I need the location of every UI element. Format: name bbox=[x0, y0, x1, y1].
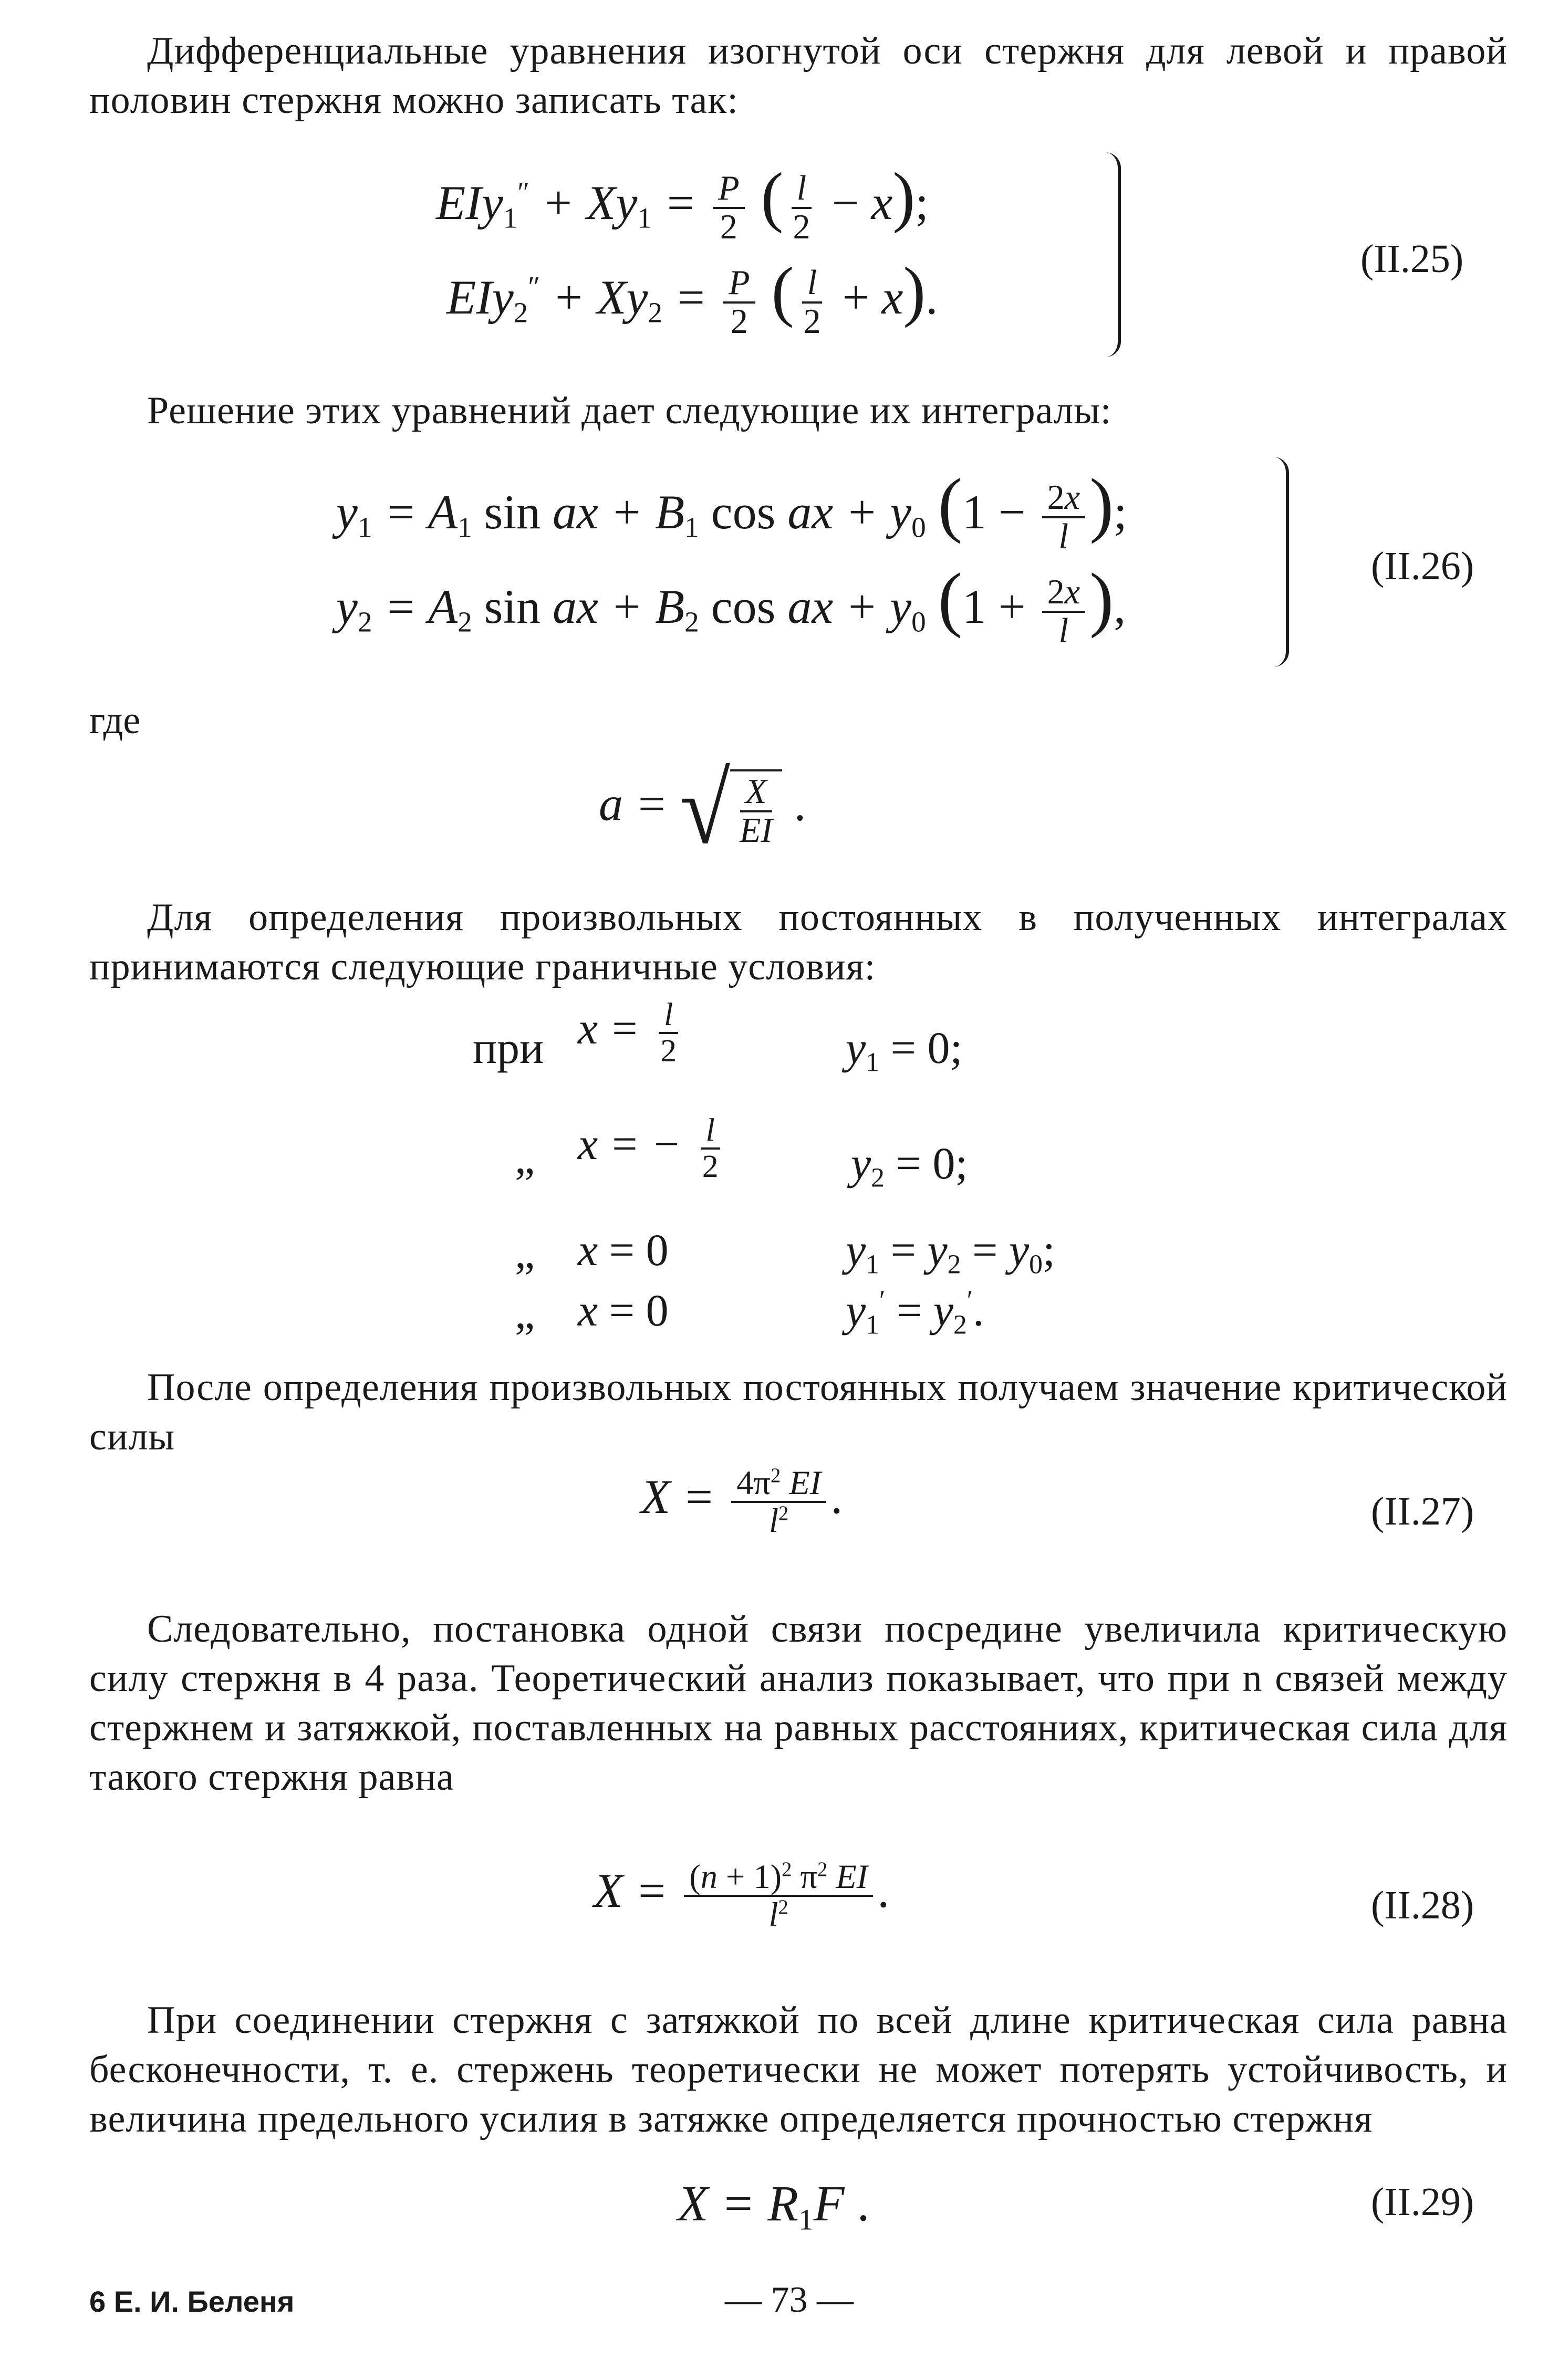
condition-4-ditto: „ bbox=[515, 1288, 535, 1338]
equation-29: $X = R_1F$ . bbox=[678, 2175, 870, 2237]
equation-25-line-2: $EIy_2'' + Xy_2$ = $\frac{P}{2}$ ( $\frac{l}{2}$ + x). bbox=[446, 253, 938, 341]
paragraph-6: Следовательно, постановка одной связи посредине увеличила критическую силу стержня в 4 раза. Теоретический анализ показывает, что при n связей между стержнем и затяжкой, поставленных на равных расстояниях, критическая сила для такого стержня равна bbox=[89, 1607, 1508, 1799]
condition-3-ditto: „ bbox=[515, 1227, 535, 1278]
condition-1-label: при bbox=[473, 1022, 544, 1073]
equation-number-28: (II.28) bbox=[1371, 1883, 1474, 1927]
condition-4-x: x = 0 bbox=[578, 1285, 669, 1335]
condition-2-y: $y_2 = 0$; bbox=[851, 1138, 968, 1193]
condition-3-y: $y_1 = y_2 = y_0$; bbox=[846, 1225, 1055, 1280]
equation-number-29: (II.29) bbox=[1371, 2180, 1474, 2224]
paragraph-3-where: где bbox=[89, 699, 141, 742]
equation-25-line-1: $EIy_1'' + Xy_1$ = $\frac{P}{2}$ ( $\frac{l}{2}$ − x); bbox=[436, 159, 929, 246]
condition-4-y: $y_1' = y_2'$. bbox=[846, 1285, 984, 1340]
paragraph-4: Для определения произвольных постоянных в полученных интегралах принимаются следующие граничные условия: bbox=[89, 896, 1508, 988]
condition-1-x: x = $\frac{l}{2}$ bbox=[578, 998, 686, 1068]
paragraph-1: Дифференциальные уравнения изогнутой оси стержня для левой и правой половин стержня можно записать так: bbox=[89, 29, 1508, 122]
equation-26-line-2: $y_2 = A_2$ sin ax + $B_2$ cos ax + $y_0$ (1 + $\frac{2x}{l}$ ), bbox=[336, 558, 1126, 650]
equation-27: X = $\frac{4\pi^2 EI}{l^2}$ . bbox=[641, 1464, 843, 1539]
condition-2-ditto: „ bbox=[515, 1133, 535, 1183]
paragraph-7: При соединении стержня с затяжкой по всей длине критическая сила равна бесконечности, т. е. стержень теоретически не может потерять устойчивость, и величина предельного усилия в затяжке определяется прочностью стержня bbox=[89, 1999, 1508, 2141]
equation-26-line-1: $y_1 = A_1$ sin ax + $B_1$ cos ax + $y_0$ (1 − $\frac{2x}{l}$ ); bbox=[336, 464, 1127, 556]
condition-1-y: $y_1 = 0$; bbox=[846, 1022, 963, 1078]
equation-28: X = $\frac{(n + 1)^2 \pi^2 EI}{l^2}$ . bbox=[594, 1858, 890, 1933]
equation-26-brace bbox=[1271, 457, 1289, 667]
footer-signature: 6 Е. И. Беленя bbox=[89, 2285, 295, 2318]
equation-25-brace bbox=[1103, 152, 1121, 357]
equation-number-25: (II.25) bbox=[1360, 237, 1464, 281]
paragraph-5: После определения произвольных постоянных получаем значение критической силы bbox=[89, 1366, 1508, 1458]
page-number: — 73 — bbox=[725, 2280, 854, 2320]
condition-2-x: x = − $\frac{l}{2}$ bbox=[578, 1113, 728, 1184]
equation-number-27: (II.27) bbox=[1371, 1489, 1474, 1533]
equation-number-26: (II.26) bbox=[1371, 544, 1474, 588]
condition-3-x: x = 0 bbox=[578, 1225, 669, 1275]
paragraph-2: Решение этих уравнений дает следующие их интегралы: bbox=[147, 389, 1112, 432]
equation-a-definition: a = √ $\frac{X}{EI}$ . bbox=[599, 753, 806, 865]
